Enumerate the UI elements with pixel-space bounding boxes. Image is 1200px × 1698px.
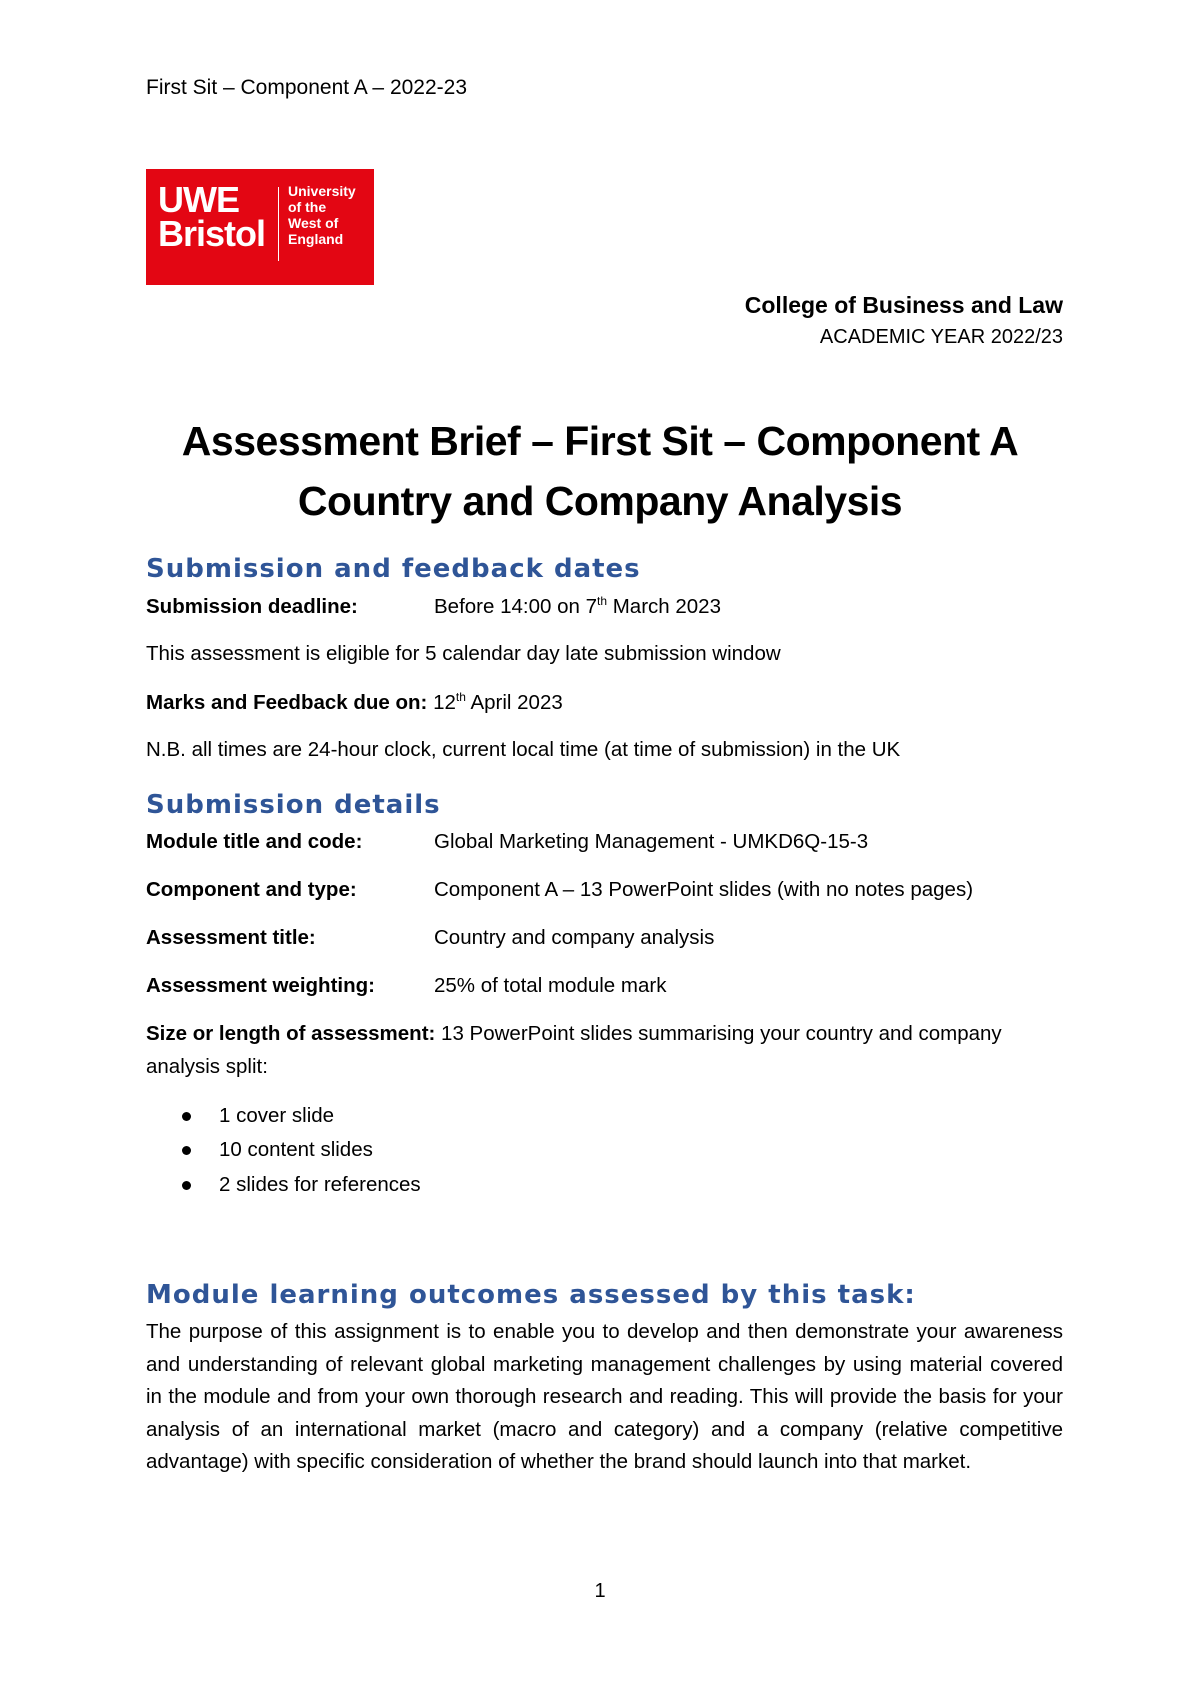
logo-text: University <box>288 183 356 199</box>
document-subtitle: Country and Company Analysis <box>297 478 903 524</box>
logo-text: of the <box>288 199 327 215</box>
marks-value: 12 <box>427 690 456 714</box>
section-heading-dates: Submission and feedback dates <box>146 554 641 584</box>
list-item-text: 10 content slides <box>219 1138 373 1161</box>
late-window-text: This assessment is eligible for 5 calendar day late submission window <box>146 642 781 665</box>
logo-text: West of <box>288 215 339 231</box>
logo-text: England <box>288 231 344 247</box>
ordinal: th <box>455 690 466 704</box>
list-item <box>182 1138 373 1162</box>
college-name: College of Business and Law <box>744 292 1063 318</box>
size-row <box>146 1022 1002 1046</box>
size-value: 13 PowerPoint slides summarising your country and company <box>435 1022 1002 1045</box>
detail-label: Assessment weighting: <box>146 974 375 997</box>
logo-uwe: UWE <box>158 179 239 220</box>
detail-row <box>146 830 868 854</box>
list-item <box>182 1173 421 1197</box>
deadline-row <box>146 594 721 619</box>
uwe-bristol-logo <box>146 169 374 285</box>
size-label: Size or length of assessment: <box>146 1022 436 1045</box>
ordinal: th <box>597 594 608 608</box>
outcomes-paragraph: The purpose of this assignment is to enable you to develop and then demonstrate your awareness and understanding of relevant global marketing management challenges by using material covered in the module and from your own thorough research and reading. This will provide the basis for your analysis of an international market (macro and category) and a company (relative competitive advantage) with specific consideration of whether the brand should launch into that market. <box>146 1320 1063 1473</box>
page-number: 1 <box>594 1580 606 1602</box>
academic-year: ACADEMIC YEAR 2022/23 <box>819 326 1063 348</box>
detail-label: Component and type: <box>146 878 357 901</box>
detail-value: Global Marketing Management - UMKD6Q-15-3 <box>434 830 869 853</box>
deadline-label: Submission deadline: <box>146 594 358 618</box>
marks-label: Marks and Feedback due on: <box>146 690 428 714</box>
detail-label: Module title and code: <box>146 830 363 853</box>
deadline-month: March 2023 <box>607 594 721 618</box>
section-heading-outcomes: Module learning outcomes assessed by this task: <box>146 1280 916 1310</box>
size-continuation: analysis split: <box>146 1055 268 1078</box>
bullet-icon <box>182 1181 191 1190</box>
page-header: First Sit – Component A – 2022-23 <box>146 76 468 99</box>
detail-row <box>146 926 714 950</box>
bullet-icon <box>182 1112 191 1121</box>
document-title: Assessment Brief – First Sit – Component A <box>181 418 1019 464</box>
marks-month: April 2023 <box>465 690 563 714</box>
deadline-value: Before 14:00 on 7 <box>434 594 597 618</box>
detail-value: 25% of total module mark <box>434 974 667 997</box>
timezone-note: N.B. all times are 24-hour clock, current local time (at time of submission) in the UK <box>146 738 901 761</box>
logo-divider <box>278 187 279 261</box>
logo-bristol: Bristol <box>158 213 266 254</box>
detail-value: Country and company analysis <box>434 926 715 949</box>
detail-value: Component A – 13 PowerPoint slides (with no notes pages) <box>434 878 974 901</box>
detail-row <box>146 878 973 902</box>
detail-label: Assessment title: <box>146 926 316 949</box>
section-heading-details: Submission details <box>146 790 441 820</box>
list-item-text: 2 slides for references <box>219 1173 421 1196</box>
list-item <box>182 1104 334 1128</box>
list-item-text: 1 cover slide <box>219 1104 335 1127</box>
marks-row <box>146 690 563 715</box>
detail-row <box>146 974 666 998</box>
bullet-icon <box>182 1146 191 1155</box>
